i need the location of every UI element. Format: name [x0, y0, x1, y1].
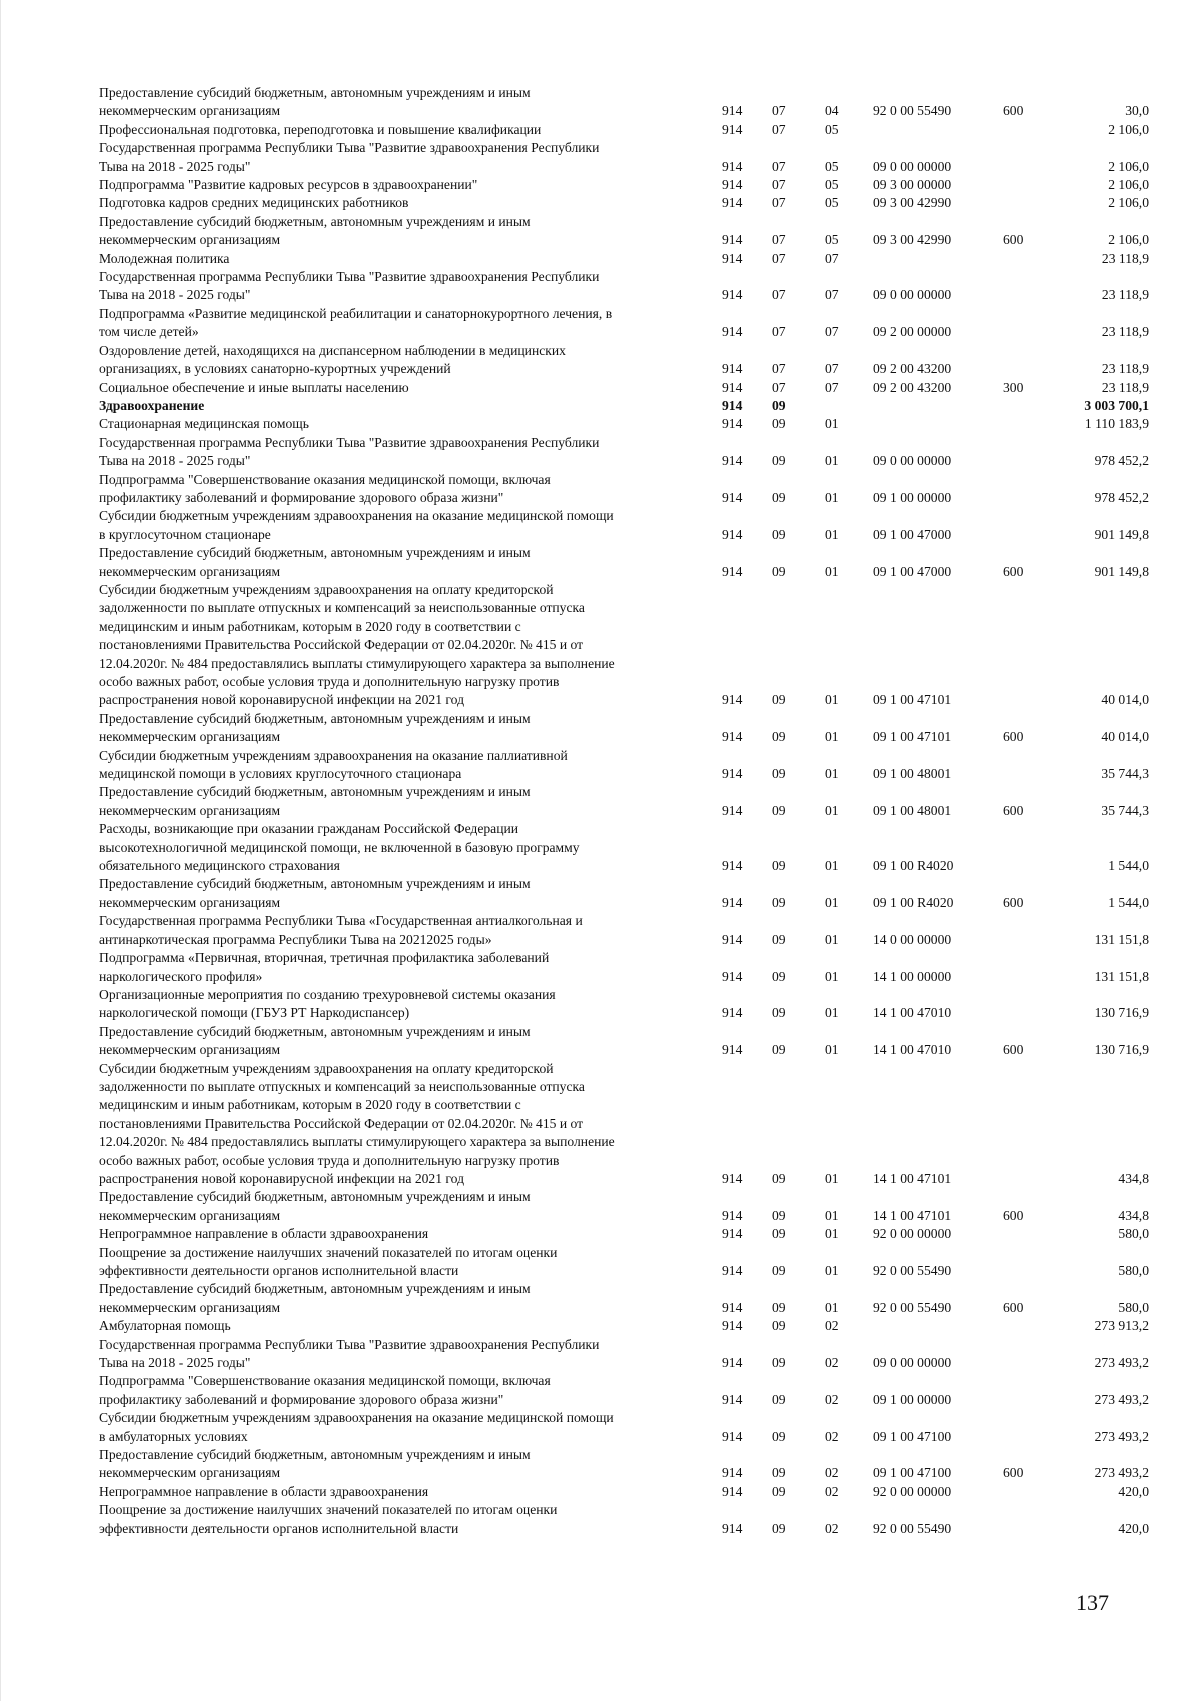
row-ved: 914 — [722, 1170, 743, 1186]
table-row — [99, 84, 1169, 121]
row-vr: 600 — [1003, 563, 1024, 579]
row-name: Предоставление субсидий бюджетным, автономным учреждениям и иным некоммерческим организациям — [99, 784, 531, 818]
row-ved: 914 — [722, 1318, 743, 1334]
table-row — [99, 139, 1169, 176]
table-row — [99, 1501, 1169, 1538]
row-name: Подпрограмма «Первичная, вторичная, третичная профилактика заболеваний наркологического профиля» — [99, 950, 550, 984]
row-rz: 07 — [772, 287, 786, 303]
row-ved: 914 — [722, 526, 743, 542]
row-rz: 09 — [772, 766, 786, 782]
row-vr: 600 — [1003, 1465, 1024, 1481]
row-pr: 01 — [825, 489, 839, 505]
row-name: Государственная программа Республики Тыва "Развитие здравоохранения Республики Тыва на 2018 - 2025 годы" — [99, 140, 600, 174]
row-rz: 09 — [772, 397, 786, 413]
row-name: Подпрограмма «Развитие медицинской реабилитации и санаторнокурортного лечения, в том числе детей» — [99, 305, 613, 340]
table-row — [99, 1188, 1169, 1225]
row-rz: 09 — [772, 1226, 786, 1242]
row-rz: 07 — [772, 379, 786, 395]
row-rz: 07 — [772, 361, 786, 377]
row-name: Субсидии бюджетным учреждениям здравоохранения на оказание медицинской помощи в амбулаторных условиях — [99, 1410, 614, 1444]
row-ved: 914 — [722, 195, 743, 211]
row-ved: 914 — [722, 1355, 743, 1371]
row-pr: 05 — [825, 232, 839, 248]
row-sum: 978 452,2 — [1094, 453, 1149, 469]
row-csr: 09 0 00 00000 — [873, 287, 952, 303]
row-name: Поощрение за достижение наилучших значений показателей по итогам оценки эффективности деятельности органов исполнительной власти — [99, 1502, 558, 1536]
table-row — [99, 1446, 1169, 1483]
row-sum: 2 106,0 — [1108, 232, 1149, 248]
row-rz: 09 — [772, 1263, 786, 1278]
table-row — [99, 820, 1169, 875]
row-pr: 04 — [825, 103, 839, 119]
row-ved: 914 — [722, 931, 743, 947]
row-rz: 09 — [772, 1042, 786, 1058]
row-pr: 01 — [825, 729, 839, 745]
row-csr: 14 1 00 47101 — [873, 1207, 952, 1223]
row-sum: 901 149,8 — [1094, 563, 1149, 579]
row-rz: 09 — [772, 802, 786, 818]
table-row — [99, 1225, 1169, 1243]
row-rz: 09 — [772, 1170, 786, 1186]
budget-table — [99, 84, 1169, 1538]
row-csr: 92 0 00 55490 — [873, 1299, 952, 1315]
table-row — [99, 949, 1169, 986]
row-rz: 09 — [772, 1355, 786, 1371]
row-name: Предоставление субсидий бюджетным, автономным учреждениям и иным некоммерческим организациям — [99, 1023, 531, 1058]
row-ved: 914 — [722, 894, 743, 910]
table-row — [99, 305, 1169, 342]
row-csr: 92 0 00 55490 — [873, 103, 952, 119]
table-row — [99, 471, 1169, 508]
row-name: Социальное обеспечение и иные выплаты населению — [99, 379, 409, 395]
row-name: Предоставление субсидий бюджетным, автономным учреждениям и иным некоммерческим организациям — [99, 213, 531, 248]
row-ved: 914 — [722, 287, 743, 303]
row-pr: 07 — [825, 361, 839, 377]
row-name: Здравоохранение — [99, 397, 205, 413]
row-name: Расходы, возникающие при оказании гражданам Российской Федерации высокотехнологичной медицинской помощи, не включенной в базовую программу обязательного медицинского страхования — [99, 821, 580, 874]
row-name: Непрограммное направление в области здравоохранения — [99, 1483, 429, 1499]
row-sum: 420,0 — [1118, 1483, 1149, 1499]
row-sum: 580,0 — [1118, 1263, 1149, 1278]
row-sum: 23 118,9 — [1101, 379, 1149, 395]
row-rz: 09 — [772, 968, 786, 984]
row-csr: 92 0 00 55490 — [873, 1520, 952, 1536]
row-ved: 914 — [722, 1226, 743, 1242]
row-sum: 23 118,9 — [1101, 287, 1149, 303]
row-csr: 14 0 00 00000 — [873, 931, 952, 947]
row-pr: 07 — [825, 379, 839, 395]
row-csr: 09 1 00 00000 — [873, 489, 952, 505]
row-csr: 09 3 00 00000 — [873, 177, 952, 193]
table-row — [99, 544, 1169, 581]
table-row — [99, 250, 1169, 268]
table-row — [99, 912, 1169, 949]
row-pr: 02 — [825, 1355, 839, 1371]
row-rz: 09 — [772, 526, 786, 542]
row-name: Государственная программа Республики Тыва «Государственная антиалкогольная и антинаркотическая программа Республики Тыва на 20212025 годы» — [99, 913, 583, 947]
row-name: Подпрограмма "Совершенствование оказания медицинской помощи, включая профилактику заболеваний и формирование здорового образа жизни" — [99, 1373, 551, 1407]
row-vr: 600 — [1003, 1207, 1024, 1223]
row-sum: 130 716,9 — [1094, 1042, 1149, 1058]
row-name: Субсидии бюджетным учреждениям здравоохранения на оплату кредиторской задолженности по выплате отпускных и компенсаций за неиспользованные отпуска медицинским и иным работникам, которым в 2020 году в соответствии с постановлениями Правительства Российской Федерации от 02.04.2020г. № 415 и от 12.04.2020г. № 484 предоставлялись выплаты стимулирующего характера за выполнение особо важных работ, особые условия труда и дополнительную нагрузку против распространения новой коронавирусной инфекции на 2021 год — [99, 581, 615, 708]
row-ved: 914 — [722, 453, 743, 469]
row-pr: 02 — [825, 1520, 839, 1536]
row-csr: 09 1 00 47000 — [873, 563, 952, 579]
row-rz: 07 — [772, 158, 786, 174]
table-row — [99, 268, 1169, 305]
row-sum: 35 744,3 — [1101, 802, 1149, 818]
table-row — [99, 710, 1169, 747]
row-ved: 914 — [722, 103, 743, 119]
row-vr: 600 — [1003, 729, 1024, 745]
row-sum: 35 744,3 — [1101, 766, 1149, 782]
table-row — [99, 986, 1169, 1023]
row-rz: 09 — [772, 1520, 786, 1536]
row-sum: 131 151,8 — [1094, 968, 1149, 984]
row-pr: 01 — [825, 416, 839, 432]
row-sum: 273 493,2 — [1094, 1428, 1149, 1444]
row-ved: 914 — [722, 379, 743, 395]
row-name: Предоставление субсидий бюджетным, автономным учреждениям и иным некоммерческим организациям — [99, 85, 531, 119]
row-rz: 09 — [772, 729, 786, 745]
row-ved: 914 — [722, 232, 743, 248]
row-ved: 914 — [722, 1005, 743, 1021]
row-pr: 01 — [825, 526, 839, 542]
row-rz: 09 — [772, 692, 786, 708]
row-sum: 40 014,0 — [1101, 692, 1149, 708]
row-pr: 01 — [825, 453, 839, 469]
row-csr: 14 1 00 00000 — [873, 968, 952, 984]
row-rz: 09 — [772, 1391, 786, 1407]
row-csr: 92 0 00 00000 — [873, 1226, 952, 1242]
row-rz: 07 — [772, 324, 786, 340]
row-ved: 914 — [722, 692, 743, 708]
row-vr: 600 — [1003, 894, 1024, 910]
table-row — [99, 1317, 1169, 1335]
row-name: Подпрограмма "Совершенствование оказания медицинской помощи, включая профилактику заболеваний и формирование здорового образа жизни" — [99, 471, 551, 505]
table-row — [99, 342, 1169, 379]
row-name: Предоставление субсидий бюджетным, автономным учреждениям и иным некоммерческим организациям — [99, 545, 531, 579]
row-pr: 02 — [825, 1318, 839, 1334]
row-name: Поощрение за достижение наилучших значений показателей по итогам оценки эффективности деятельности органов исполнительной власти — [99, 1244, 558, 1278]
row-pr: 01 — [825, 766, 839, 782]
row-sum: 23 118,9 — [1101, 324, 1149, 340]
row-rz: 09 — [772, 894, 786, 910]
row-ved: 914 — [722, 1520, 743, 1536]
row-ved: 914 — [722, 361, 743, 377]
table-row — [99, 379, 1169, 397]
row-sum: 420,0 — [1118, 1520, 1149, 1536]
row-ved: 914 — [722, 858, 743, 874]
row-pr: 01 — [825, 563, 839, 579]
table-row — [99, 581, 1169, 710]
table-row — [99, 1336, 1169, 1373]
row-ved: 914 — [722, 1391, 743, 1407]
row-csr: 92 0 00 55490 — [873, 1263, 952, 1278]
row-sum: 23 118,9 — [1101, 250, 1149, 266]
row-pr: 01 — [825, 1299, 839, 1315]
row-csr: 14 1 00 47010 — [873, 1042, 952, 1058]
row-vr: 600 — [1003, 103, 1024, 119]
row-csr: 09 1 00 R4020 — [873, 858, 954, 874]
row-csr: 09 1 00 00000 — [873, 1391, 952, 1407]
row-csr: 09 1 00 47101 — [873, 692, 952, 708]
table-row — [99, 121, 1169, 139]
row-ved: 914 — [722, 802, 743, 818]
row-rz: 07 — [772, 177, 786, 193]
row-name: Организационные мероприятия по созданию трехуровневой системы оказания наркологической помощи (ГБУЗ РТ Наркодиспансер) — [99, 986, 556, 1021]
scan-edge — [0, 0, 1, 1701]
row-ved: 914 — [722, 489, 743, 505]
row-csr: 09 1 00 47100 — [873, 1428, 952, 1444]
row-vr: 600 — [1003, 1299, 1024, 1315]
table-row — [99, 507, 1169, 544]
row-rz: 09 — [772, 416, 786, 432]
row-name: Стационарная медицинская помощь — [99, 416, 309, 432]
row-rz: 09 — [772, 858, 786, 874]
row-pr: 05 — [825, 177, 839, 193]
row-pr: 01 — [825, 1263, 839, 1278]
row-pr: 01 — [825, 1005, 839, 1021]
row-vr: 600 — [1003, 802, 1024, 818]
table-row — [99, 875, 1169, 912]
row-pr: 01 — [825, 858, 839, 874]
row-ved: 914 — [722, 1207, 743, 1223]
row-rz: 07 — [772, 232, 786, 248]
row-sum: 978 452,2 — [1094, 489, 1149, 505]
row-ved: 914 — [722, 250, 743, 266]
row-ved: 914 — [722, 1483, 743, 1499]
row-ved: 914 — [722, 121, 743, 137]
row-pr: 01 — [825, 1226, 839, 1242]
row-sum: 2 106,0 — [1108, 158, 1149, 174]
row-sum: 131 151,8 — [1094, 931, 1149, 947]
row-pr: 01 — [825, 802, 839, 818]
row-rz: 07 — [772, 103, 786, 119]
row-csr: 09 0 00 00000 — [873, 158, 952, 174]
row-pr: 05 — [825, 121, 839, 137]
row-sum: 273 493,2 — [1094, 1391, 1149, 1407]
row-csr: 09 1 00 47101 — [873, 729, 952, 745]
row-pr: 07 — [825, 324, 839, 340]
row-csr: 09 2 00 00000 — [873, 324, 952, 340]
row-pr: 01 — [825, 1170, 839, 1186]
row-sum: 2 106,0 — [1108, 177, 1149, 193]
row-csr: 09 1 00 48001 — [873, 802, 952, 818]
row-csr: 14 1 00 47010 — [873, 1005, 952, 1021]
row-sum: 2 106,0 — [1108, 195, 1149, 211]
row-name: Предоставление субсидий бюджетным, автономным учреждениям и иным некоммерческим организациям — [99, 710, 531, 745]
row-name: Субсидии бюджетным учреждениям здравоохранения на оказание паллиативной медицинской помощи в условиях круглосуточного стационара — [99, 747, 568, 782]
row-csr: 09 3 00 42990 — [873, 232, 952, 248]
row-ved: 914 — [722, 1299, 743, 1315]
row-pr: 02 — [825, 1428, 839, 1444]
row-rz: 09 — [772, 453, 786, 469]
table-row — [99, 783, 1169, 820]
row-sum: 1 544,0 — [1108, 894, 1149, 910]
row-name: Субсидии бюджетным учреждениям здравоохранения на оплату кредиторской задолженности по выплате отпускных и компенсаций за неиспользованные отпуска медицинским и иным работникам, которым в 2020 году в соответствии с постановлениями Правительства Российской Федерации от 02.04.2020г. № 415 и от 12.04.2020г. № 484 предоставлялись выплаты стимулирующего характера за выполнение особо важных работ, особые условия труда и дополнительную нагрузку против распространения новой коронавирусной инфекции на 2021 год — [99, 1060, 615, 1186]
row-ved: 914 — [722, 1263, 743, 1278]
row-name: Молодежная политика — [99, 250, 230, 266]
row-rz: 09 — [772, 1483, 786, 1499]
row-csr: 09 1 00 48001 — [873, 766, 952, 782]
row-csr: 09 1 00 R4020 — [873, 894, 954, 910]
row-sum: 273 493,2 — [1094, 1355, 1149, 1371]
row-sum: 1 110 183,9 — [1084, 416, 1149, 432]
row-pr: 02 — [825, 1391, 839, 1407]
row-ved: 914 — [722, 1428, 743, 1444]
row-sum: 434,8 — [1118, 1207, 1149, 1223]
row-rz: 09 — [772, 489, 786, 505]
row-name: Государственная программа Республики Тыва "Развитие здравоохранения Республики Тыва на 2018 - 2025 годы" — [99, 434, 600, 469]
row-name: Предоставление субсидий бюджетным, автономным учреждениям и иным некоммерческим организациям — [99, 1281, 531, 1315]
row-rz: 07 — [772, 250, 786, 266]
row-name: Предоставление субсидий бюджетным, автономным учреждениям и иным некоммерческим организациям — [99, 1447, 531, 1481]
row-csr: 09 3 00 42990 — [873, 195, 952, 211]
row-pr: 01 — [825, 894, 839, 910]
table-row — [99, 213, 1169, 250]
row-sum: 580,0 — [1118, 1226, 1149, 1242]
row-name: Оздоровление детей, находящихся на диспансерном наблюдении в медицинских организациях, в условиях санаторно-курортных учреждений — [99, 342, 566, 377]
table-row — [99, 194, 1169, 212]
table-row — [99, 415, 1169, 433]
page-number: 137 — [1076, 1590, 1109, 1615]
row-ved: 914 — [722, 177, 743, 193]
row-rz: 09 — [772, 1207, 786, 1223]
row-sum: 30,0 — [1125, 103, 1149, 119]
row-ved: 914 — [722, 729, 743, 745]
row-pr: 05 — [825, 195, 839, 211]
row-ved: 914 — [722, 1465, 743, 1481]
table-row — [99, 1409, 1169, 1446]
row-pr: 07 — [825, 250, 839, 266]
row-csr: 09 1 00 47000 — [873, 526, 952, 542]
table-row — [99, 1023, 1169, 1060]
table-row — [99, 747, 1169, 784]
row-csr: 14 1 00 47101 — [873, 1170, 952, 1186]
row-ved: 914 — [722, 968, 743, 984]
table-row — [99, 1244, 1169, 1281]
row-ved: 914 — [722, 563, 743, 579]
row-ved: 914 — [722, 324, 743, 340]
table-row — [99, 1483, 1169, 1501]
row-ved: 914 — [722, 766, 743, 782]
row-sum: 273 913,2 — [1094, 1318, 1149, 1334]
row-sum: 434,8 — [1118, 1170, 1149, 1186]
row-name: Профессиональная подготовка, переподготовка и повышение квалификации — [99, 121, 542, 137]
row-name: Непрограммное направление в области здравоохранения — [99, 1226, 429, 1242]
row-sum: 901 149,8 — [1094, 526, 1149, 542]
row-pr: 01 — [825, 1207, 839, 1223]
row-name: Государственная программа Республики Тыва "Развитие здравоохранения Республики Тыва на 2018 - 2025 годы" — [99, 269, 600, 303]
row-vr: 600 — [1003, 1042, 1024, 1058]
table-row — [99, 1372, 1169, 1409]
row-name: Субсидии бюджетным учреждениям здравоохранения на оказание медицинской помощи в круглосуточном стационаре — [99, 508, 614, 542]
row-pr: 01 — [825, 931, 839, 947]
row-rz: 07 — [772, 195, 786, 211]
row-rz: 09 — [772, 1318, 786, 1334]
row-name: Предоставление субсидий бюджетным, автономным учреждениям и иным некоммерческим организациям — [99, 876, 531, 910]
row-pr: 07 — [825, 287, 839, 303]
row-rz: 09 — [772, 931, 786, 947]
table-row — [99, 434, 1169, 471]
row-csr: 92 0 00 00000 — [873, 1483, 952, 1499]
row-rz: 09 — [772, 1005, 786, 1021]
row-ved: 914 — [722, 1042, 743, 1058]
row-rz: 09 — [772, 563, 786, 579]
row-pr: 02 — [825, 1483, 839, 1499]
row-ved: 914 — [722, 416, 743, 432]
row-sum: 23 118,9 — [1101, 361, 1149, 377]
row-rz: 09 — [772, 1465, 786, 1481]
row-csr: 09 2 00 43200 — [873, 361, 952, 377]
row-rz: 09 — [772, 1428, 786, 1444]
row-sum: 130 716,9 — [1094, 1005, 1149, 1021]
table-row — [99, 1060, 1169, 1189]
row-pr: 01 — [825, 692, 839, 708]
row-name: Предоставление субсидий бюджетным, автономным учреждениям и иным некоммерческим организациям — [99, 1189, 531, 1223]
row-rz: 07 — [772, 121, 786, 137]
table-row — [99, 176, 1169, 194]
row-csr: 09 0 00 00000 — [873, 1355, 952, 1371]
row-sum: 580,0 — [1118, 1299, 1149, 1315]
row-sum: 273 493,2 — [1094, 1465, 1149, 1481]
row-vr: 300 — [1003, 379, 1024, 395]
row-csr: 09 2 00 43200 — [873, 379, 952, 395]
row-sum: 1 544,0 — [1108, 858, 1149, 874]
row-sum: 40 014,0 — [1101, 729, 1149, 745]
row-csr: 09 0 00 00000 — [873, 453, 952, 469]
row-sum: 2 106,0 — [1108, 121, 1149, 137]
row-name: Подпрограмма "Развитие кадровых ресурсов в здравоохранении" — [99, 177, 478, 193]
row-vr: 600 — [1003, 232, 1024, 248]
row-sum: 3 003 700,1 — [1084, 397, 1149, 413]
row-ved: 914 — [722, 158, 743, 174]
row-pr: 01 — [825, 968, 839, 984]
row-name: Государственная программа Республики Тыва "Развитие здравоохранения Республики Тыва на 2018 - 2025 годы" — [99, 1336, 600, 1371]
row-ved: 914 — [722, 397, 743, 413]
row-csr: 09 1 00 47100 — [873, 1465, 952, 1481]
row-rz: 09 — [772, 1299, 786, 1315]
table-row — [99, 1280, 1169, 1317]
row-pr: 02 — [825, 1465, 839, 1481]
row-pr: 05 — [825, 158, 839, 174]
row-name: Амбулаторная помощь — [99, 1318, 231, 1334]
row-pr: 01 — [825, 1042, 839, 1058]
row-name: Подготовка кадров средних медицинских работников — [99, 195, 409, 211]
table-row — [99, 397, 1169, 415]
